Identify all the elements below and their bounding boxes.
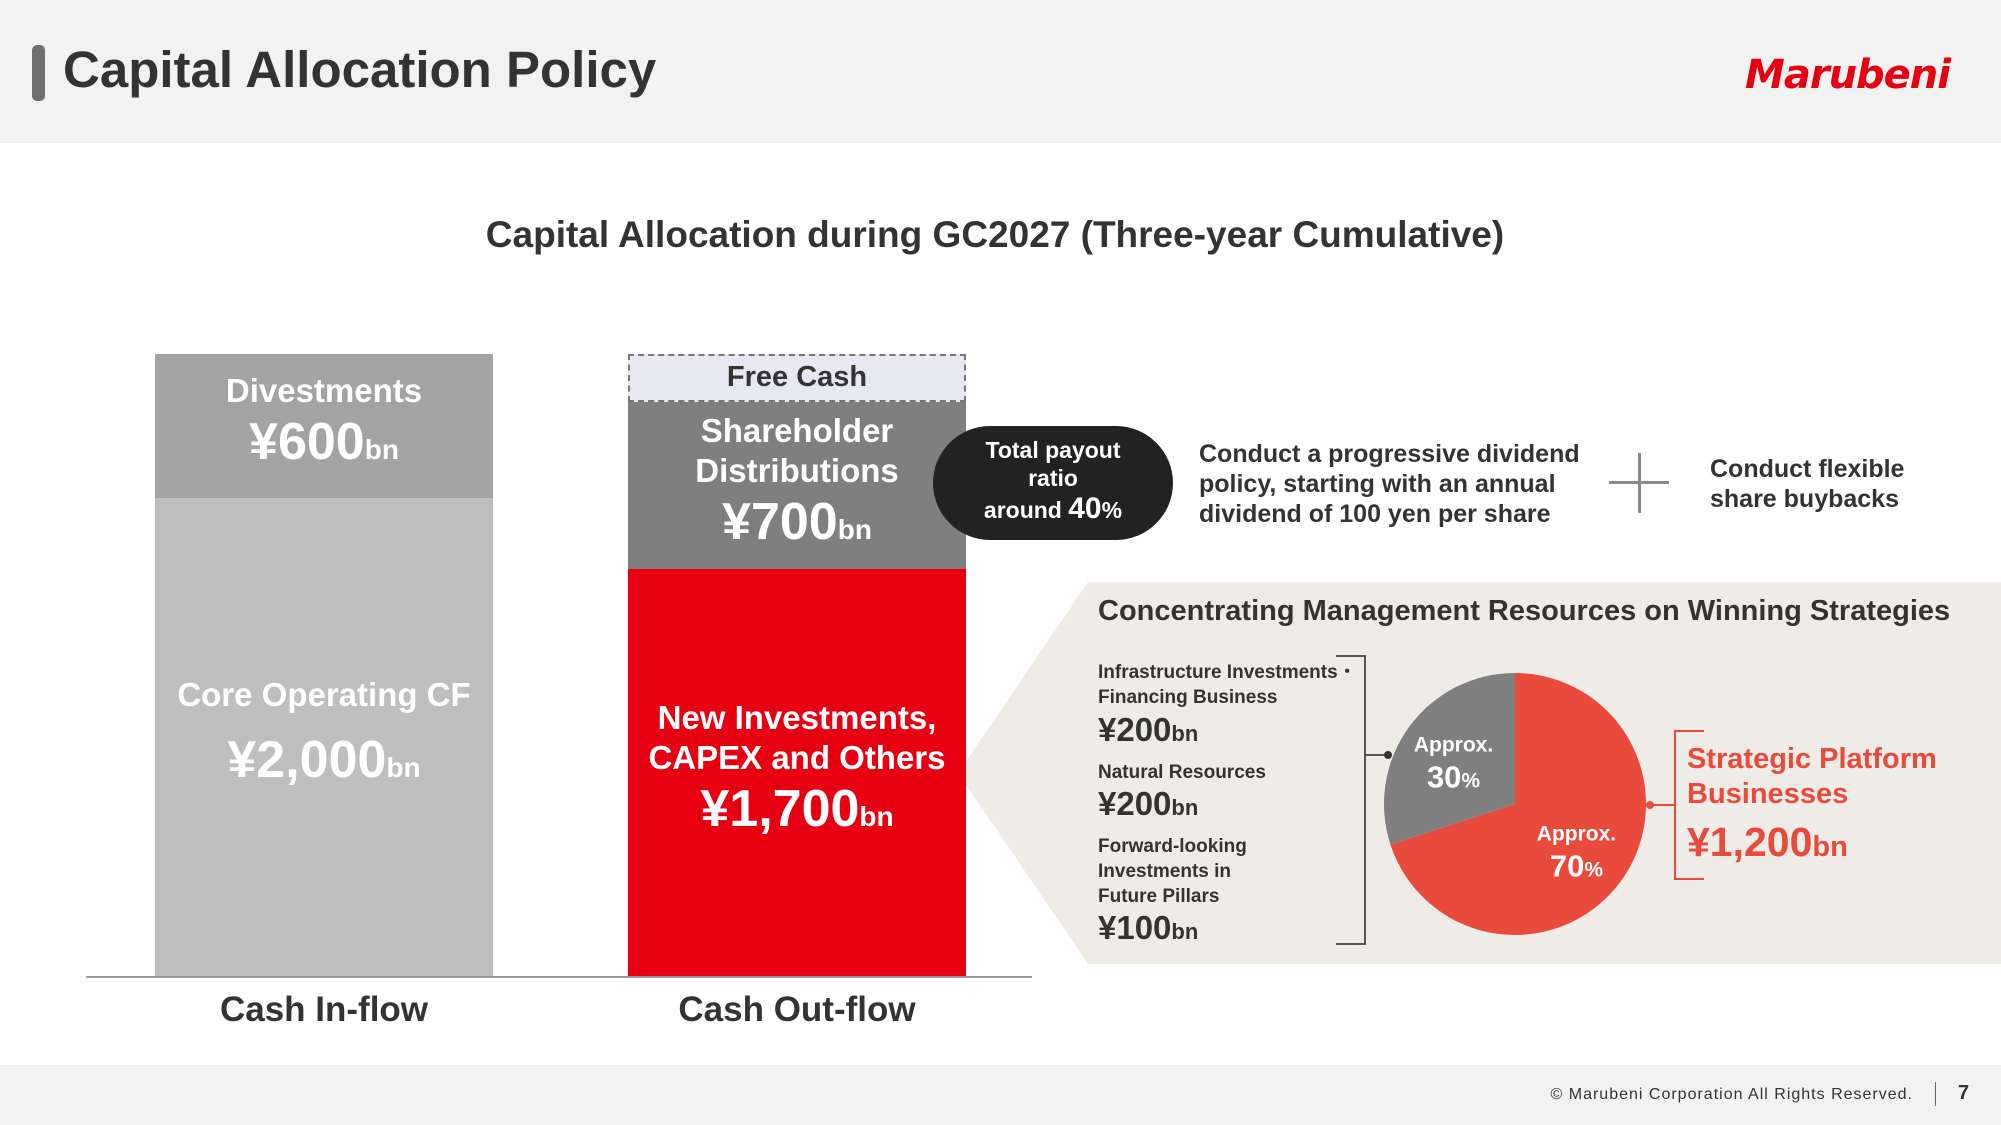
pie-label-70: Approx. (1536, 822, 1617, 846)
copyright-text: © Marubeni Corporation All Rights Reserved. (1550, 1086, 1913, 1103)
shareholder-label-line2: Distributions (695, 451, 899, 489)
pie-percent-30: 30% (1426, 759, 1481, 795)
page-title: Capital Allocation Policy (63, 41, 657, 98)
bar-segment-core-operating-cf (155, 498, 493, 976)
divestments-label: Divestments (225, 371, 423, 409)
strategic-platform-label: Strategic Platform Businesses (1687, 743, 1937, 810)
core-cf-label: Core Operating CF (177, 675, 471, 713)
bar-segment-divestments (155, 354, 493, 498)
strategic-connector-dot (1646, 801, 1654, 809)
shareholder-label-line1: Shareholder (700, 411, 894, 449)
bar-segment-shareholder-distributions (628, 402, 966, 569)
payout-ratio-bubble (933, 426, 1173, 540)
item-infrastructure-label: Infrastructure Investments・ Financing Business (1098, 662, 1357, 708)
strategic-platform-value: ¥1,200bn (1687, 819, 1848, 865)
divestments-value: ¥600bn (249, 412, 399, 471)
marubeni-logo: Marubeni (1745, 52, 1950, 98)
item-forward-looking-value: ¥100bn (1098, 909, 1199, 946)
new-investments-label-line2: CAPEX and Others (648, 738, 946, 776)
bar-segment-new-investments (628, 569, 966, 976)
shareholder-value: ¥700bn (722, 492, 872, 551)
allocation-pie-chart (1384, 673, 1646, 935)
new-investments-value: ¥1,700bn (700, 779, 894, 838)
bar-segment-free-cash: Free Cash (628, 354, 966, 402)
item-forward-looking-label: Forward-looking Investments in Future Pillars (1098, 836, 1247, 907)
panel-title: Concentrating Management Resources on Winning Strategies (1098, 595, 1951, 627)
dividend-policy-text: Conduct a progressive dividend policy, starting with an annual dividend of 100 yen per share (1199, 440, 1580, 528)
page-number: 7 (1958, 1082, 1970, 1104)
buyback-policy-text: Conduct flexible share buybacks (1710, 455, 1905, 513)
bracket-connector-dot (1384, 751, 1392, 759)
chart-baseline (86, 976, 1032, 978)
category-label-cash-outflow: Cash Out-flow (678, 990, 916, 1029)
item-natural-resources-label: Natural Resources (1098, 762, 1266, 783)
item-infrastructure-value: ¥200bn (1098, 711, 1199, 748)
payout-line2: ratio (1028, 465, 1078, 491)
category-label-cash-inflow: Cash In-flow (219, 990, 429, 1029)
core-cf-value: ¥2,000bn (227, 730, 421, 789)
item-natural-resources-value: ¥200bn (1098, 785, 1199, 822)
new-investments-label-line1: New Investments, (657, 698, 937, 736)
plus-icon (1638, 453, 1641, 513)
pie-percent-70: 70% (1549, 848, 1604, 884)
chart-title: Capital Allocation during GC2027 (Three-year Cumulative) (485, 214, 1505, 255)
footer-divider (1935, 1082, 1936, 1106)
payout-line3: around 40% (983, 492, 1123, 525)
pie-label-30: Approx. (1413, 733, 1494, 757)
payout-line1: Total payout (985, 437, 1121, 463)
